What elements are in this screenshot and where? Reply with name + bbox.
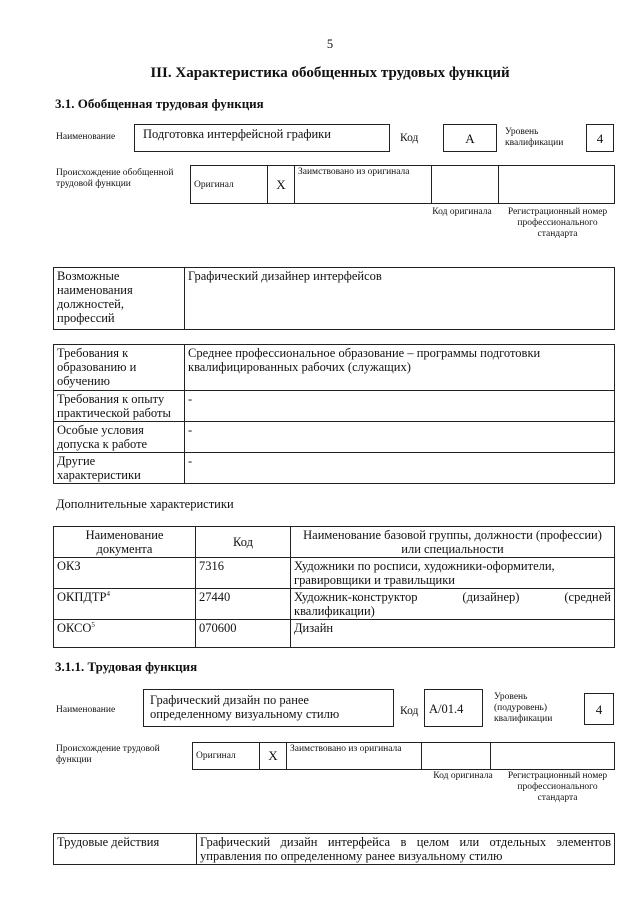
gtf-original-label: Оригинал (191, 166, 268, 204)
positions-table (53, 267, 615, 330)
table-row (54, 558, 615, 589)
additional-header-name: Наименование базовой группы, должности (профессии) или специальности (291, 527, 615, 558)
tf-reg-number-caption: Регистрационный номер профессионального стандарта (507, 771, 608, 803)
gtf-reg-number-caption: Регистрационный номер профессионального стандарта (507, 207, 608, 239)
requirements-table (53, 344, 615, 484)
tf-origin-table (192, 742, 615, 770)
tf-name-label: Наименование (56, 705, 116, 715)
tf-level-label: Уровень (подуровень) квалификации (494, 692, 553, 724)
additional-heading: Дополнительные характеристики (56, 497, 234, 511)
page-number: 5 (326, 37, 334, 51)
req-experience-value: - (185, 391, 615, 422)
gtf-origin-table (190, 165, 615, 204)
additional-row-name: Художники по росписи, художники-оформители, гравировщики и травильщики (291, 558, 615, 589)
actions-value: Графический дизайн интерфейса в целом или отдельных элементов управления по определенному ранее визуальному стилю (197, 834, 615, 865)
tf-origin-label: Происхождение трудовой функции (56, 744, 160, 765)
additional-table (53, 526, 615, 648)
req-experience-label: Требования к опыту практической работы (54, 391, 185, 422)
req-education-value: Среднее профессиональное образование – программы подготовки квалифицированных рабочих (служащих) (185, 345, 615, 391)
gtf-level-label: Уровень квалификации (505, 127, 564, 148)
additional-header-code: Код (196, 527, 291, 558)
gtf-reg-number-cell (499, 166, 615, 204)
actions-table (53, 833, 615, 865)
gtf-level-field: 4 (586, 124, 614, 152)
tf-original-label: Оригинал (193, 743, 260, 770)
tf-origin-code-caption: Код оригинала (433, 771, 493, 781)
additional-row-name: Художник-конструктор (дизайнер) (средней квалификации) (291, 589, 615, 620)
additional-row-doc: ОКСО$^5$ (54, 620, 196, 648)
req-education-label: Требования к образованию и обучению (54, 345, 185, 391)
tf-reg-number-cell (491, 743, 615, 770)
req-other-label: Другие характеристики (54, 453, 185, 484)
additional-row-doc: ОКПДТР$^4$ (54, 589, 196, 620)
additional-header-doc: Наименование документа (54, 527, 196, 558)
tf-level-field: 4 (584, 693, 614, 725)
req-conditions-value: - (185, 422, 615, 453)
table-row (54, 620, 615, 648)
req-conditions-label: Особые условия допуска к работе (54, 422, 185, 453)
tf-borrowed-label: Заимствовано из оригинала (287, 743, 422, 770)
actions-label: Трудовые действия (54, 834, 197, 865)
additional-row-code: 27440 (196, 589, 291, 620)
gtf-borrowed-label: Заимствовано из оригинала (295, 166, 432, 204)
additional-row-doc: ОКЗ (54, 558, 196, 589)
tf-origin-code-cell (422, 743, 491, 770)
positions-label: Возможные наименования должностей, профессий (54, 268, 185, 330)
positions-value: Графический дизайнер интерфейсов (185, 268, 615, 330)
tf-original-mark: Х (260, 743, 287, 770)
gtf-origin-label: Происхождение обобщенной трудовой функции (56, 168, 174, 189)
additional-row-name: Дизайн (291, 620, 615, 648)
table-row (54, 589, 615, 620)
gtf-code-field: А (443, 124, 497, 152)
tf-heading: 3.1.1. Трудовая функция (55, 659, 198, 674)
additional-row-code: 070600 (196, 620, 291, 648)
tf-code-label: Код (400, 705, 419, 717)
gtf-origin-code-caption: Код оригинала (432, 207, 492, 217)
tf-code-field: А/01.4 (424, 689, 483, 727)
section-title: III. Характеристика обобщенных трудовых функций (150, 65, 510, 81)
gtf-original-mark: Х (268, 166, 295, 204)
gtf-name-label: Наименование (56, 132, 116, 142)
gtf-code-label: Код (400, 132, 419, 144)
tf-name-field: Графический дизайн по ранее определенному визуальному стилю (143, 689, 394, 727)
req-other-value: - (185, 453, 615, 484)
gtf-name-field: Подготовка интерфейсной графики (134, 124, 390, 152)
gtf-origin-code-cell (432, 166, 499, 204)
gtf-heading: 3.1. Обобщенная трудовая функция (55, 96, 264, 111)
additional-row-code: 7316 (196, 558, 291, 589)
